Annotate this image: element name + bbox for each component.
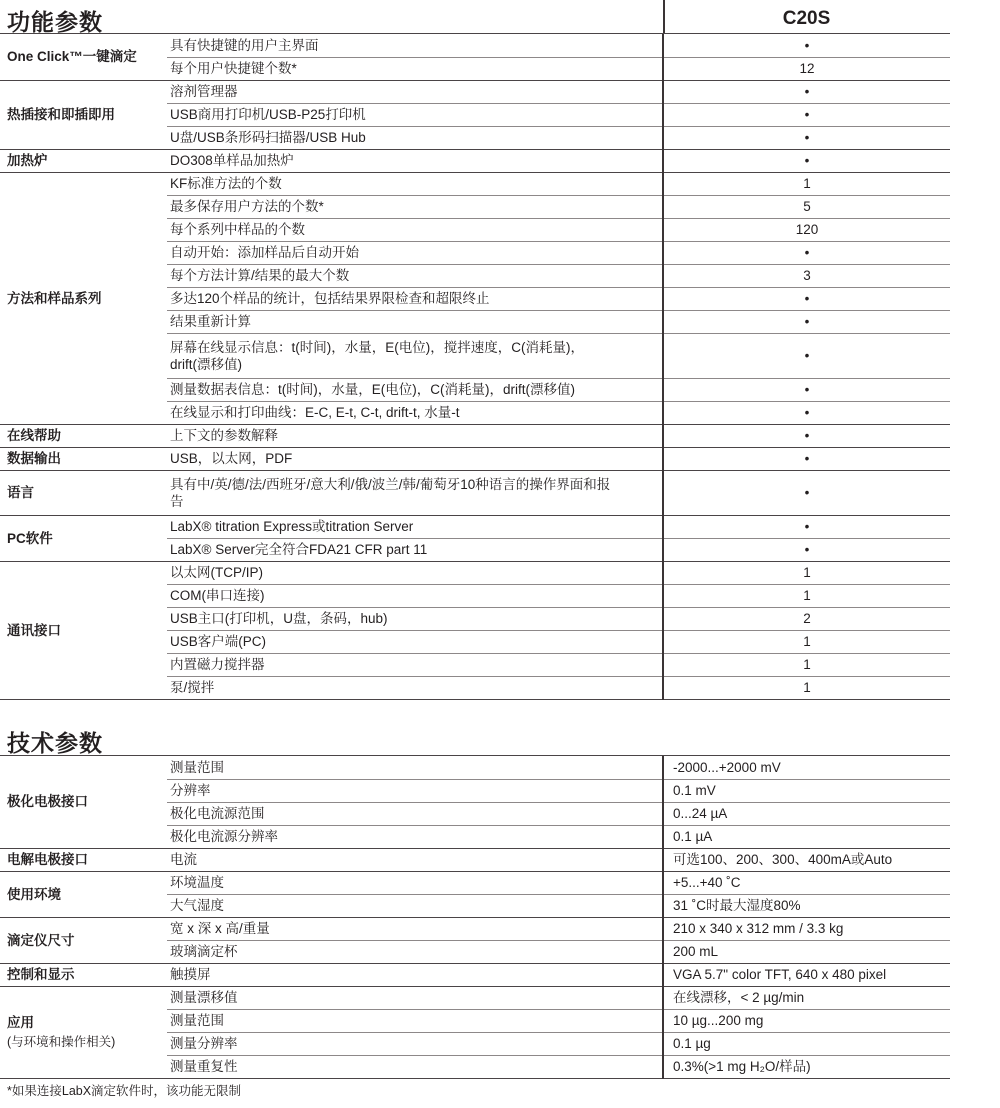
spec-value: 1: [663, 172, 950, 195]
spec-item: 具有中/英/德/法/西班牙/意大利/俄/波兰/韩/葡萄牙10种语言的操作界面和报告: [167, 470, 663, 515]
spec-item: 电流: [167, 848, 663, 871]
spec-value: •: [663, 80, 950, 103]
group-name: 极化电极接口: [7, 794, 88, 810]
table-row: [0, 80, 950, 103]
spec-value: 0.3%(>1 mg H₂O/样品): [663, 1055, 950, 1078]
spec-item: 大气湿度: [167, 894, 663, 917]
spec-item: 分辨率: [167, 779, 663, 802]
tech-table: [0, 756, 950, 1079]
spec-value: 1: [663, 561, 950, 584]
group-label: [0, 515, 167, 561]
group-label: [0, 470, 167, 515]
spec-value: 1: [663, 630, 950, 653]
group-label: [0, 917, 167, 963]
spec-value: 0...24 µA: [663, 802, 950, 825]
table-row: [0, 470, 950, 515]
spec-item: 多达120个样品的统计，包括结果界限检查和超限终止: [167, 287, 663, 310]
spec-value: •: [663, 333, 950, 378]
table-row: [0, 149, 950, 172]
spec-value: •: [663, 241, 950, 264]
spec-value: •: [663, 424, 950, 447]
spec-item: 测量重复性: [167, 1055, 663, 1078]
group-label: [0, 986, 167, 1078]
group-name: 滴定仪尺寸: [7, 932, 75, 948]
group-label: [0, 447, 167, 470]
spec-item: 溶剂管理器: [167, 80, 663, 103]
spec-item: 上下文的参数解释: [167, 424, 663, 447]
spec-value: •: [663, 447, 950, 470]
spec-item: 测量漂移值: [167, 986, 663, 1009]
spec-value: •: [663, 287, 950, 310]
spec-value: 5: [663, 195, 950, 218]
spec-value: 31 ˚C时最大湿度80%: [663, 894, 950, 917]
spec-value: •: [663, 470, 950, 515]
group-name: PC软件: [7, 530, 53, 546]
spec-item: 结果重新计算: [167, 310, 663, 333]
group-name: 控制和显示: [7, 967, 75, 982]
spec-item: 测量分辨率: [167, 1032, 663, 1055]
spec-item: 极化电流源范围: [167, 802, 663, 825]
model-header: C20S: [782, 8, 831, 29]
spec-value: •: [663, 401, 950, 424]
spec-item: 自动开始：添加样品后自动开始: [167, 241, 663, 264]
spec-value: +5...+40 ˚C: [663, 871, 950, 894]
group-name: 热插接和即插即用: [7, 107, 115, 122]
spec-item: 在线显示和打印曲线：E-C, E-t, C-t, drift-t, 水量-t: [167, 401, 663, 424]
spec-value: 在线漂移，< 2 µg/min: [663, 986, 950, 1009]
group-name: 电解电极接口: [7, 852, 88, 867]
group-label: [0, 80, 167, 149]
spec-item: 极化电流源分辨率: [167, 825, 663, 848]
group-label: [0, 561, 167, 699]
spec-value: •: [663, 34, 950, 57]
group-name: 加热炉: [7, 153, 48, 168]
spec-item: 测量范围: [167, 756, 663, 779]
spec-value: 2: [663, 607, 950, 630]
group-note: (与环境和操作相关): [7, 1034, 116, 1049]
group-label: [0, 848, 167, 871]
spec-item: 测量范围: [167, 1009, 663, 1032]
spec-item: LabX® titration Express或titration Server: [167, 515, 663, 538]
spec-item: USB商用打印机/USB-P25打印机: [167, 103, 663, 126]
spec-value: •: [663, 515, 950, 538]
spec-value: •: [663, 126, 950, 149]
group-label: [0, 756, 167, 848]
spec-item: USB客户端(PC): [167, 630, 663, 653]
spec-value: -2000...+2000 mV: [663, 756, 950, 779]
spec-item: KF标准方法的个数: [167, 172, 663, 195]
table-row: [0, 172, 950, 195]
spec-value: 0.1 mV: [663, 779, 950, 802]
group-label: [0, 172, 167, 424]
spec-item: USB主口(打印机，U盘，条码，hub): [167, 607, 663, 630]
group-name: 通讯接口: [7, 622, 61, 638]
table-row: [0, 447, 950, 470]
group-name: 数据输出: [7, 451, 61, 466]
spec-value: 12: [663, 57, 950, 80]
spec-value: 120: [663, 218, 950, 241]
group-label: [0, 149, 167, 172]
table-row: [0, 515, 950, 538]
spec-value: 200 mL: [663, 940, 950, 963]
spec-item: 环境温度: [167, 871, 663, 894]
table-row: [0, 756, 950, 779]
table-row: [0, 871, 950, 894]
spec-value: •: [663, 378, 950, 401]
spec-value: •: [663, 149, 950, 172]
spec-item: 最多保存用户方法的个数*: [167, 195, 663, 218]
spec-value: •: [663, 103, 950, 126]
spec-value: 1: [663, 584, 950, 607]
spec-item: USB，以太网，PDF: [167, 447, 663, 470]
spec-value: 3: [663, 264, 950, 287]
spec-value: 10 µg...200 mg: [663, 1009, 950, 1032]
spec-item: 触摸屏: [167, 963, 663, 986]
features-title: 功能参数: [7, 9, 103, 35]
spec-item: DO308单样品加热炉: [167, 149, 663, 172]
footnote: *如果连接LabX滴定软件时，该功能无限制: [7, 1084, 242, 1098]
group-name: 方法和样品系列: [7, 290, 102, 306]
spec-item: 每个方法计算/结果的最大个数: [167, 264, 663, 287]
spec-item: 具有快捷键的用户主界面: [167, 34, 663, 57]
spec-value: 0.1 µg: [663, 1032, 950, 1055]
spec-item: 宽 x 深 x 高/重量: [167, 917, 663, 940]
group-label: [0, 871, 167, 917]
spec-value: 可选100、200、300、400mA或Auto: [663, 848, 950, 871]
table-row: [0, 424, 950, 447]
spec-value: 210 x 340 x 312 mm / 3.3 kg: [663, 917, 950, 940]
spec-value: 0.1 µA: [663, 825, 950, 848]
group-name: 在线帮助: [7, 428, 61, 443]
spec-value: 1: [663, 676, 950, 699]
spec-value: •: [663, 310, 950, 333]
table-row: [0, 34, 950, 57]
group-label: [0, 424, 167, 447]
spec-item: 泵/搅拌: [167, 676, 663, 699]
spec-item: 每个系列中样品的个数: [167, 218, 663, 241]
table-row: [0, 917, 950, 940]
spec-value: 1: [663, 653, 950, 676]
group-label: [0, 963, 167, 986]
table-row: [0, 963, 950, 986]
spec-item: COM(串口连接): [167, 584, 663, 607]
spec-item: 内置磁力搅拌器: [167, 653, 663, 676]
spec-item: 测量数据表信息：t(时间)，水量，E(电位)，C(消耗量)，drift(漂移值): [167, 378, 663, 401]
group-name: 语言: [7, 485, 34, 500]
features-table: [0, 34, 950, 700]
group-name: 使用环境: [7, 886, 61, 902]
tech-title: 技术参数: [7, 730, 103, 756]
spec-item: 每个用户快捷键个数*: [167, 57, 663, 80]
group-name: One Click™一键滴定: [7, 49, 137, 65]
spec-item: 以太网(TCP/IP): [167, 561, 663, 584]
spec-item: U盘/USB条形码扫描器/USB Hub: [167, 126, 663, 149]
table-row: [0, 848, 950, 871]
spec-value: •: [663, 538, 950, 561]
table-row: [0, 561, 950, 584]
group-name: 应用: [7, 1014, 34, 1030]
spec-item: 玻璃滴定杯: [167, 940, 663, 963]
group-label: [0, 34, 167, 80]
table-row: [0, 986, 950, 1009]
spec-item: 屏幕在线显示信息：t(时间)，水量，E(电位)，搅拌速度，C(消耗量)，drift(漂移值): [167, 333, 663, 378]
spec-item: LabX® Server完全符合FDA21 CFR part 11: [167, 538, 663, 561]
spec-value: VGA 5.7" color TFT, 640 x 480 pixel: [663, 963, 950, 986]
